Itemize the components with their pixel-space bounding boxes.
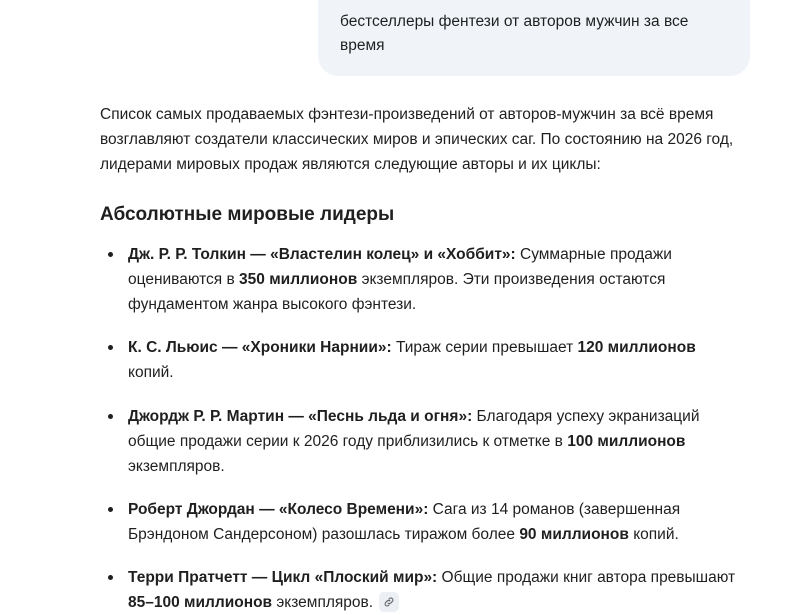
list-item-text: Терри Пратчетт — Цикл «Плоский мир»: Общие продажи книг автора превышают 85–100 миллионов экземпляров. <box>128 569 736 612</box>
user-prompt-row <box>0 0 798 76</box>
list-item <box>100 335 736 385</box>
answer-intro: Список самых продаваемых фэнтези-произведений от авторов-мужчин за всё время возглавляют создатели классических миров и эпических саг. По состоянию на 2026 год, лидерами мировых продаж являются следующие авторы и их циклы: <box>100 106 734 174</box>
user-prompt-bubble: бестселлеры фентези от авторов мужчин за все время <box>318 0 750 76</box>
list-item-text: К. С. Льюис — «Хроники Нарнии»: Тираж серии превышает 120 миллионов копий. <box>128 339 696 382</box>
list-item-text: Дж. Р. Р. Толкин — «Властелин колец» и «Хоббит»: Суммарные продажи оцениваются в 350 миллионов экземпляров. Эти произведения остаются фундаментом жанра высокого фэнтези. <box>128 246 672 314</box>
link-icon[interactable] <box>379 592 399 612</box>
bestseller-list <box>100 242 736 615</box>
assistant-answer <box>0 76 798 615</box>
list-item <box>100 242 736 317</box>
section-title: Абсолютные мировые лидеры <box>100 204 395 226</box>
list-item <box>100 404 736 479</box>
list-item-text: Джордж Р. Р. Мартин — «Песнь льда и огня»: Благодаря успеху экранизаций общие продажи серии к 2026 году приблизились к отметке в 100 миллионов экземпляров. <box>128 407 700 475</box>
list-item <box>100 565 736 615</box>
list-item <box>100 497 736 547</box>
list-item-text: Роберт Джордан — «Колесо Времени»: Сага из 14 романов (завершенная Брэндоном Сандерсоном) разошлась тиражом более 90 миллионов копий. <box>128 500 681 544</box>
